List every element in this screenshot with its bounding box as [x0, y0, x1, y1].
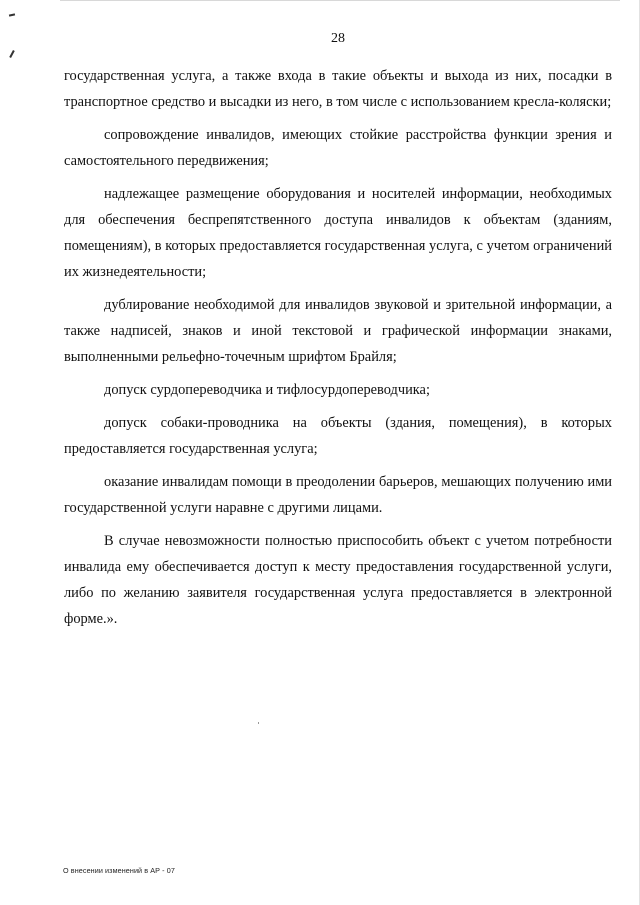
paragraph: допуск сурдопереводчика и тифлосурдопереводчика; — [104, 382, 430, 398]
paragraph: допуск собаки-проводника на объекты (здания, помещения), в которых предоставляется государственная услуга; — [64, 415, 612, 457]
margin-mark — [9, 13, 15, 16]
document-body — [64, 63, 612, 639]
document-footer: О внесении изменений в АР - 07 — [63, 866, 175, 875]
margin-mark — [9, 50, 15, 58]
scan-speck — [258, 722, 259, 724]
scan-edge-top — [60, 0, 620, 1]
paragraph: В случае невозможности полностью приспособить объект с учетом потребности инвалида ему обеспечивается доступ к месту предоставления государственной услуги, либо по желанию заявителя государственная услуга предоставляется в электронной форме.». — [64, 533, 612, 627]
paragraph: дублирование необходимой для инвалидов звуковой и зрительной информации, а также надписей, знаков и иной текстовой и графической информации знаками, выполненными рельефно-точечным шрифтом Брайля; — [64, 297, 612, 365]
paragraph: надлежащее размещение оборудования и носителей информации, необходимых для обеспечения беспрепятственного доступа инвалидов к объектам (зданиям, помещениям), в которых предоставляется государственная услуга, с учетом ограничений их жизнедеятельности; — [64, 186, 612, 280]
paragraph: оказание инвалидам помощи в преодолении барьеров, мешающих получению ими государственной услуги наравне с другими лицами. — [64, 474, 612, 516]
paragraph: сопровождение инвалидов, имеющих стойкие расстройства функции зрения и самостоятельного передвижения; — [64, 127, 612, 169]
paragraph-continuation: государственная услуга, а также входа в такие объекты и выхода из них, посадки в транспортное средство и высадки из него, в том числе с использованием кресла-коляски; — [64, 68, 612, 110]
page-number: 28 — [331, 31, 345, 46]
